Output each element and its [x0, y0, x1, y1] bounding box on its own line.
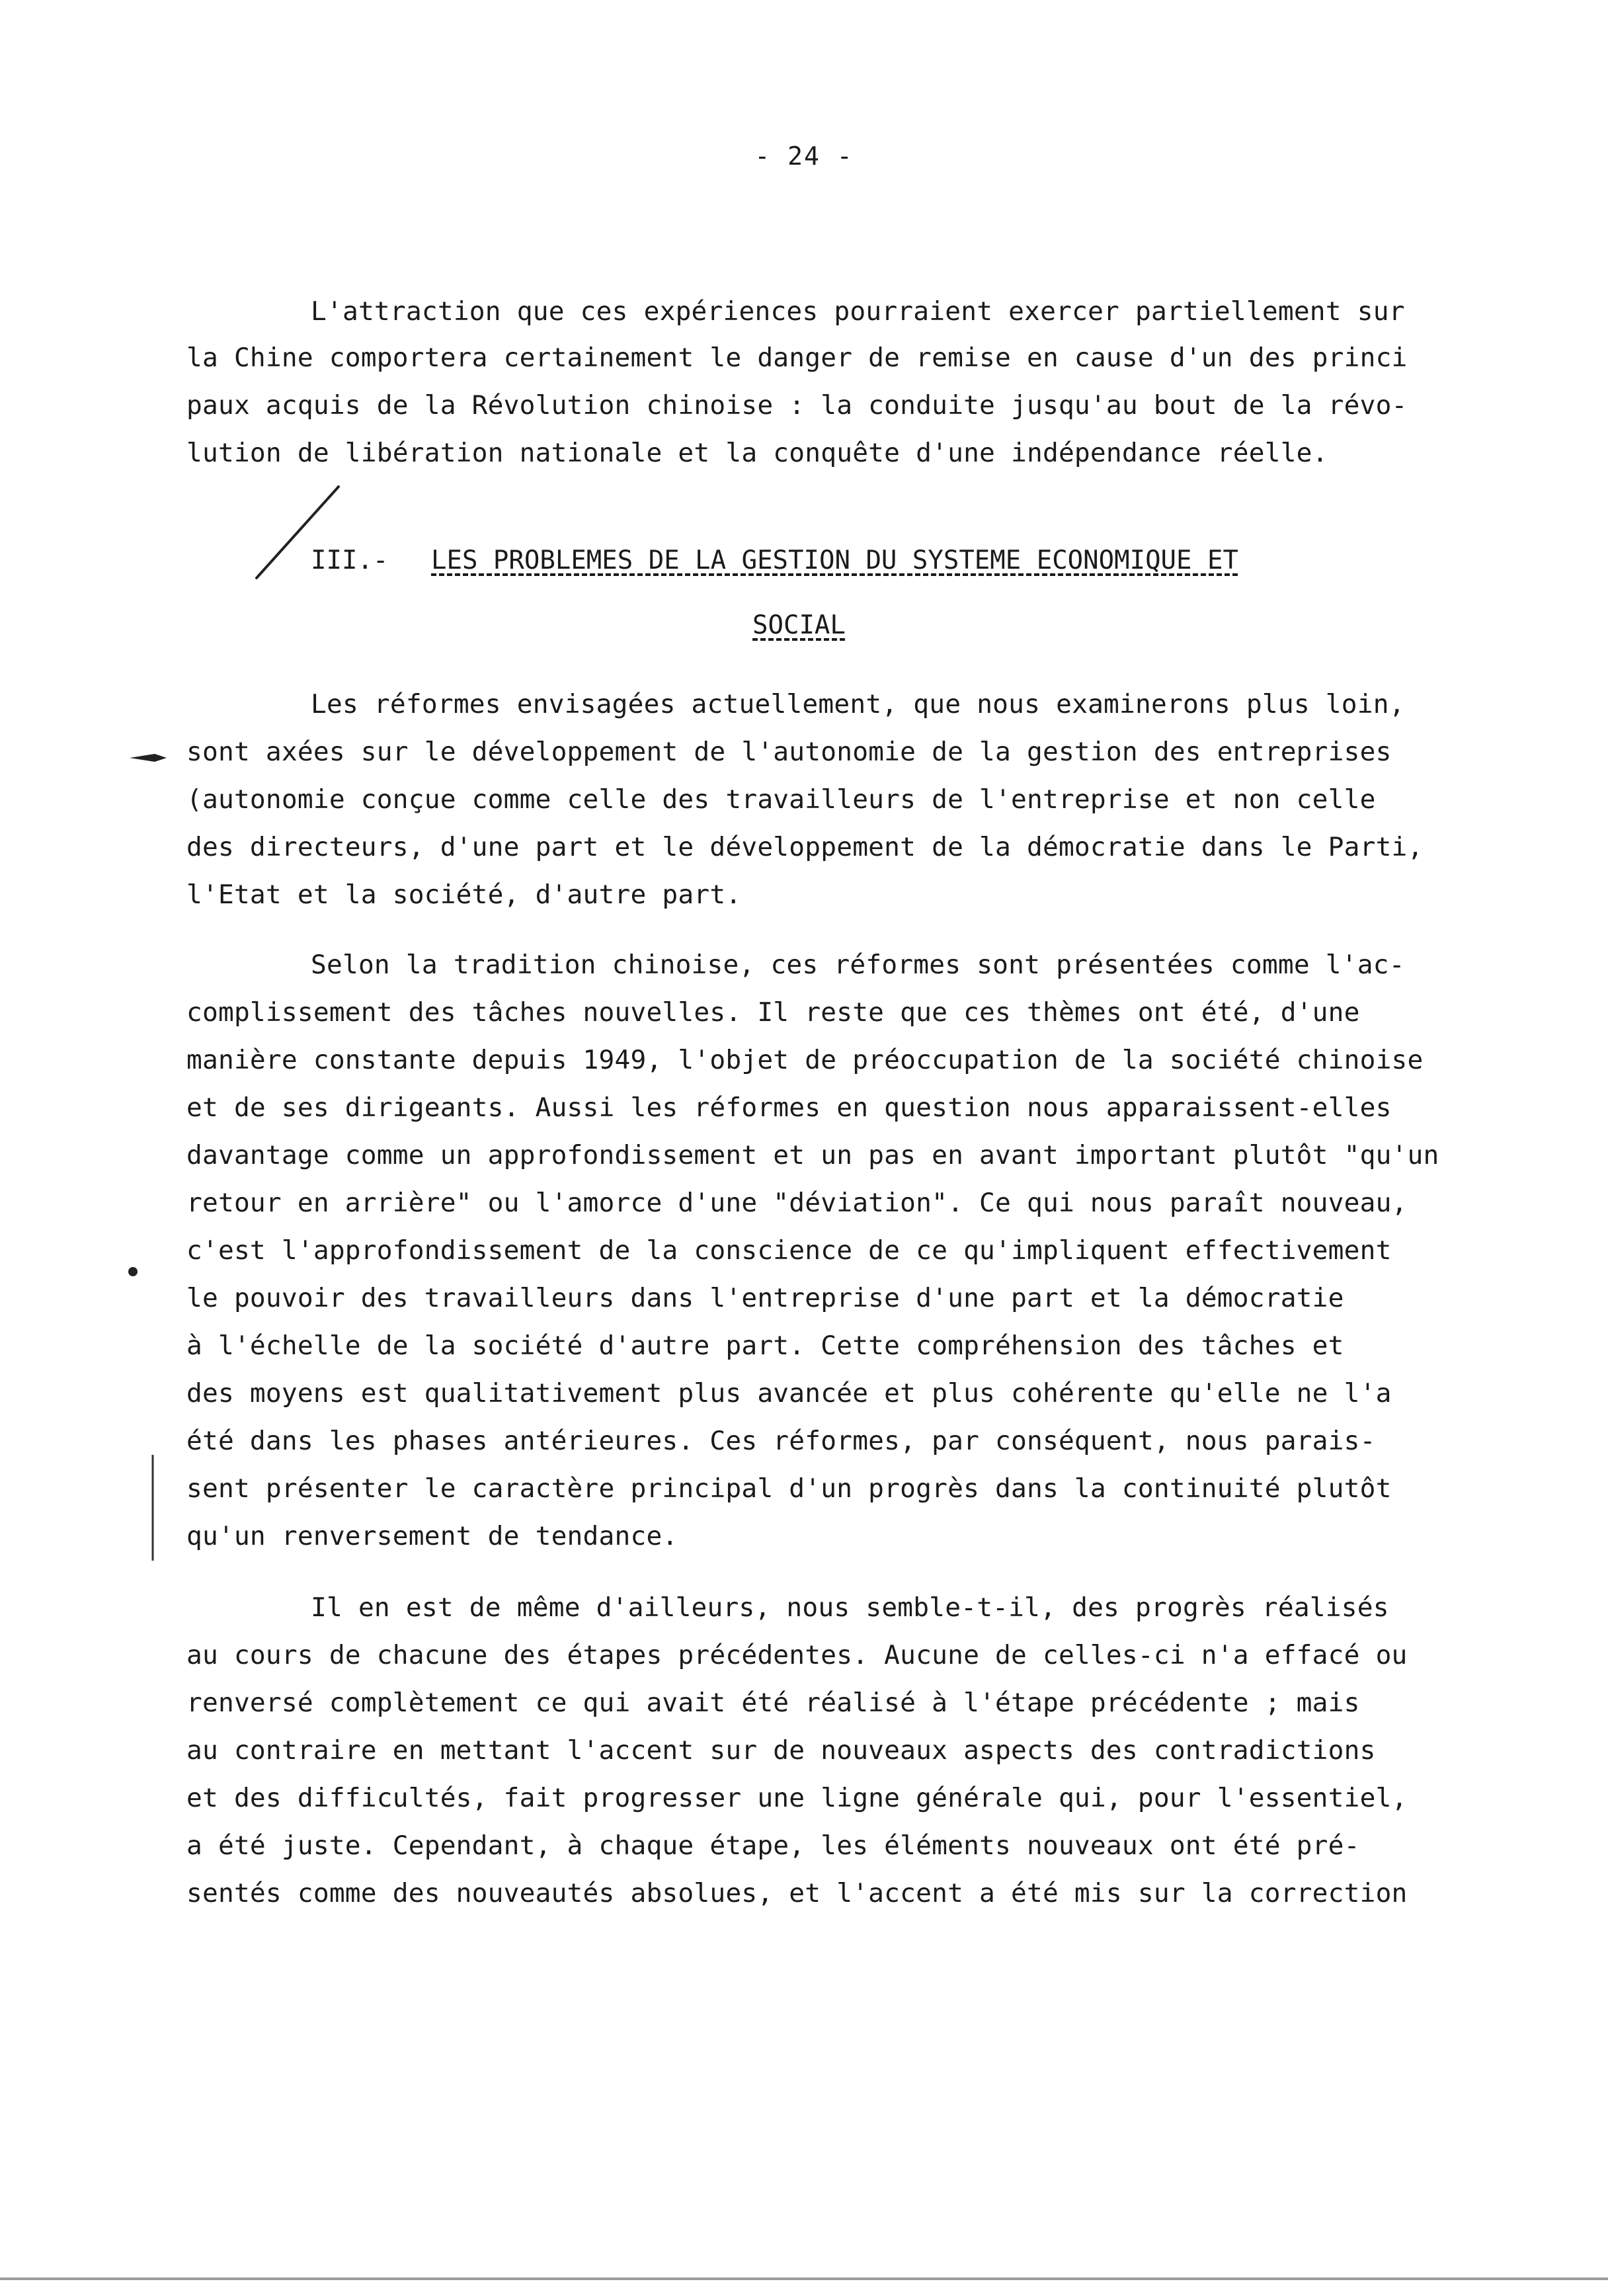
- section-number: III.-: [311, 546, 389, 575]
- text-line: la Chine comportera certainement le danger de remise en cause d'un des princi: [186, 343, 1408, 373]
- text-line: qu'un renversement de tendance.: [186, 1521, 678, 1551]
- text-line: sent présenter le caractère principal d'un progrès dans la continuité plutôt: [186, 1473, 1392, 1504]
- text-line: c'est l'approfondissement de la conscience de ce qu'impliquent effectivement: [186, 1235, 1392, 1266]
- text-line: été dans les phases antérieures. Ces réformes, par conséquent, nous parais-: [186, 1426, 1376, 1456]
- text-line: des moyens est qualitativement plus avancée et plus cohérente qu'elle ne l'a: [186, 1378, 1392, 1409]
- margin-dot-mark: [126, 1264, 140, 1279]
- text-line: renversé complètement ce qui avait été réalisé à l'étape précédente ; mais: [186, 1688, 1360, 1718]
- text-line: sentés comme des nouveautés absolues, et l'accent a été mis sur la correction: [186, 1878, 1408, 1908]
- text-line: paux acquis de la Révolution chinoise : la conduite jusqu'au bout de la révo-: [186, 390, 1408, 421]
- page-number: - 24 -: [754, 142, 854, 171]
- text-line: Les réformes envisagées actuellement, que nous examinerons plus loin,: [311, 689, 1405, 719]
- text-line: lution de libération nationale et la conquête d'une indépendance réelle.: [186, 438, 1328, 468]
- margin-arrow-mark: [128, 749, 169, 764]
- section-title-line-2: SOCIAL: [752, 610, 846, 640]
- section-title-line-1: LES PROBLEMES DE LA GESTION DU SYSTEME ECONOMIQUE ET: [431, 546, 1238, 575]
- text-line: complissement des tâches nouvelles. Il reste que ces thèmes ont été, d'une: [186, 997, 1360, 1028]
- text-line: L'attraction que ces expériences pourraient exercer partiellement sur: [311, 296, 1405, 327]
- text-line: manière constante depuis 1949, l'objet de préoccupation de la société chinoise: [186, 1045, 1424, 1075]
- text-line: Selon la tradition chinoise, ces réformes sont présentées comme l'ac-: [311, 950, 1405, 980]
- text-line: sont axées sur le développement de l'autonomie de la gestion des entreprises: [186, 737, 1392, 767]
- text-line: (autonomie conçue comme celle des travailleurs de l'entreprise et non celle: [186, 784, 1376, 815]
- text-line: davantage comme un approfondissement et un pas en avant important plutôt "qu'un: [186, 1140, 1439, 1170]
- text-line: et des difficultés, fait progresser une ligne générale qui, pour l'essentiel,: [186, 1783, 1408, 1813]
- text-line: retour en arrière" ou l'amorce d'une "déviation". Ce qui nous paraît nouveau,: [186, 1188, 1408, 1218]
- text-line: le pouvoir des travailleurs dans l'entreprise d'une part et la démocratie: [186, 1283, 1344, 1313]
- page-bottom-edge: [0, 2277, 1608, 2280]
- margin-bar-mark: [151, 1455, 155, 1561]
- text-line: Il en est de même d'ailleurs, nous semble-t-il, des progrès réalisés: [311, 1592, 1389, 1623]
- text-line: des directeurs, d'une part et le développement de la démocratie dans le Parti,: [186, 832, 1424, 862]
- text-line: a été juste. Cependant, à chaque étape, les éléments nouveaux ont été pré-: [186, 1830, 1360, 1861]
- text-line: l'Etat et la société, d'autre part.: [186, 880, 742, 910]
- text-line: et de ses dirigeants. Aussi les réformes en question nous apparaissent-elles: [186, 1092, 1392, 1123]
- text-line: au contraire en mettant l'accent sur de nouveaux aspects des contradictions: [186, 1735, 1376, 1766]
- text-line: à l'échelle de la société d'autre part. Cette compréhension des tâches et: [186, 1331, 1344, 1361]
- text-line: au cours de chacune des étapes précédentes. Aucune de celles-ci n'a effacé ou: [186, 1640, 1408, 1670]
